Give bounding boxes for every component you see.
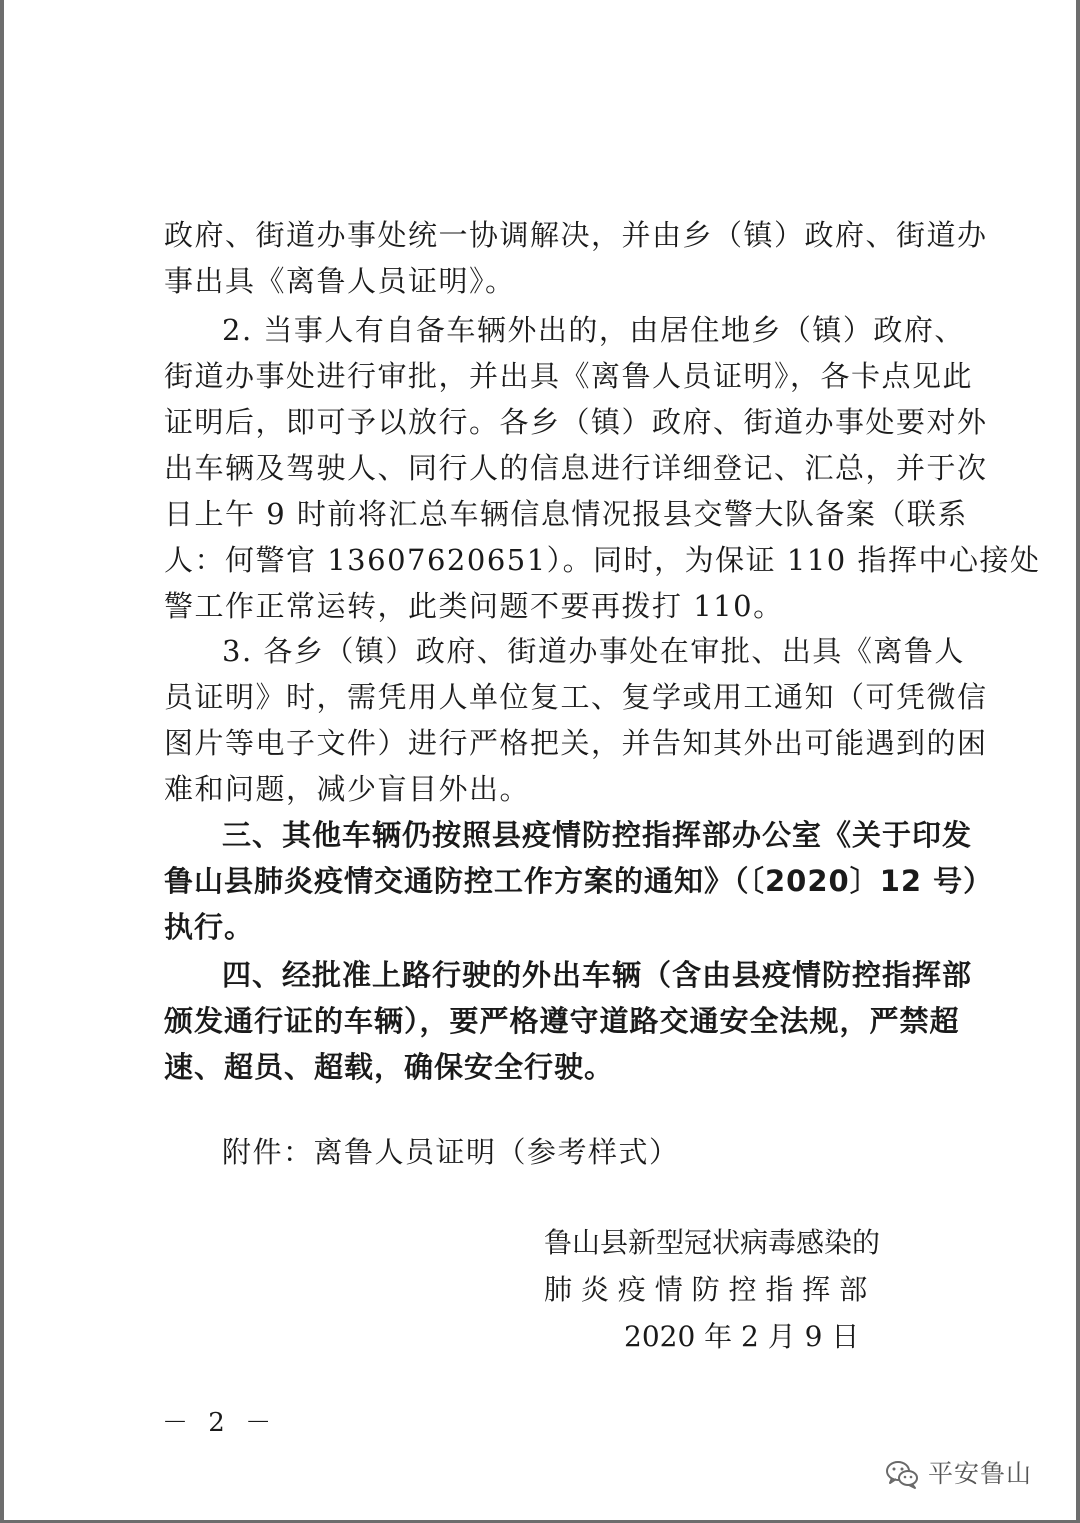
section-3-line-1: 三、其他车辆仍按照县疫情防控指挥部办公室《关于印发: [222, 818, 973, 852]
attachment-line: 附件：离鲁人员证明（参考样式）: [222, 1135, 680, 1169]
section-3-line-2: 鲁山县肺炎疫情交通防控工作方案的通知》（〔2020〕12 号）: [164, 864, 994, 898]
section-4-line-1: 四、经批准上路行驶的外出车辆（含由县疫情防控指挥部: [222, 958, 973, 992]
watermark: [884, 1454, 1032, 1494]
paragraph-2-line-3: 证明后，即可予以放行。各乡（镇）政府、街道办事处要对外: [164, 405, 988, 439]
page-number: － 2 －: [162, 1408, 278, 1438]
paragraph-2-line-1: 2. 当事人有自备车辆外出的，由居住地乡（镇）政府、: [222, 313, 965, 347]
paragraph-2-line-2: 街道办事处进行审批，并出具《离鲁人员证明》，各卡点见此: [164, 359, 974, 393]
section-3-line-3: 执行。: [164, 910, 255, 944]
paragraph-2-line-6: 人：何警官 13607620651）。同时，为保证 110 指挥中心接处: [164, 543, 1041, 577]
paragraph-2-line-7: 警工作正常运转，此类问题不要再拨打 110。: [164, 589, 784, 623]
paragraph-2-line-5: 日上午 9 时前将汇总车辆信息情况报县交警大队备案（联系: [164, 497, 968, 531]
paragraph-1-line-1: 政府、街道办事处统一协调解决，并由乡（镇）政府、街道办: [164, 218, 988, 252]
paragraph-3-line-2: 员证明》时，需凭用人单位复工、复学或用工通知（可凭微信: [164, 680, 988, 714]
paragraph-3-line-3: 图片等电子文件）进行严格把关，并告知其外出可能遇到的困: [164, 726, 988, 760]
paragraph-3-line-1: 3. 各乡（镇）政府、街道办事处在审批、出具《离鲁人: [222, 634, 965, 668]
wechat-icon: [884, 1458, 920, 1490]
paragraph-1-line-2: 事出具《离鲁人员证明》。: [164, 264, 516, 298]
signature-org-line-2: 肺 炎 疫 情 防 控 指 挥 部: [544, 1273, 868, 1306]
paragraph-2-line-4: 出车辆及驾驶人、同行人的信息进行详细登记、汇总，并于次: [164, 451, 988, 485]
section-4-line-2: 颁发通行证的车辆），要严格遵守道路交通安全法规，严禁超: [164, 1004, 960, 1038]
watermark-text: 平安鲁山: [927, 1459, 1032, 1488]
signature-org-line-1: 鲁山县新型冠状病毒感染的: [544, 1226, 881, 1259]
paragraph-3-line-4: 难和问题，减少盲目外出。: [164, 772, 531, 806]
signature-date: 2020 年 2 月 9 日: [624, 1320, 860, 1353]
section-4-line-3: 速、超员、超载，确保安全行驶。: [164, 1050, 615, 1084]
